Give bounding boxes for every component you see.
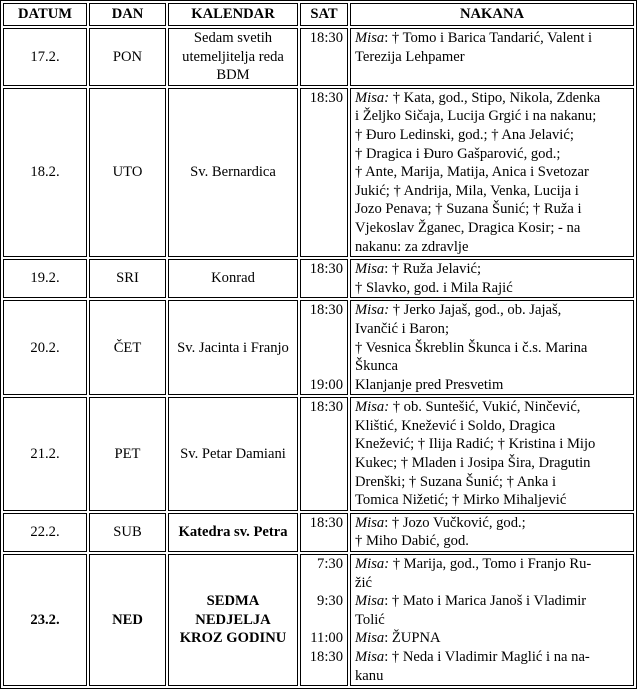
table-row — [3, 259, 634, 298]
time-line: 11:00 — [310, 630, 343, 647]
intention-line — [355, 376, 629, 395]
intention-line — [355, 532, 629, 551]
calendar-cell — [168, 300, 298, 395]
intention-line — [355, 320, 629, 339]
header-sat: SAT — [300, 3, 348, 26]
intention-line — [355, 514, 629, 533]
time-line — [305, 574, 343, 593]
calendar-cell — [168, 259, 298, 298]
intention-line — [355, 357, 629, 376]
misa-label: Misa: — [355, 399, 390, 416]
intention-line — [355, 200, 629, 219]
intention-text: Vjekoslav Žganec, Dragica Kosir; - na — [355, 219, 581, 236]
time-line: 18:30 — [309, 649, 343, 665]
intention-line — [355, 163, 629, 182]
intention-line — [355, 182, 629, 201]
intention-cell — [350, 513, 634, 552]
intention-text: Tolić — [355, 611, 385, 628]
intention-text: : † Ruža Jelavić; — [384, 261, 482, 278]
intention-text: nakanu: za zdravlje — [355, 238, 469, 255]
misa-label: Misa — [355, 30, 385, 46]
misa-label: Misa — [355, 649, 385, 665]
intention-text: Klištić, Knežević i Soldo, Dragica — [355, 417, 556, 434]
intention-text: Ivančić i Baron; — [355, 320, 450, 337]
intention-line — [355, 473, 629, 492]
intention-line — [355, 126, 629, 145]
time-line: 18:30 — [309, 261, 343, 278]
intention-text: † Slavko, god. i Mila Rajić — [355, 279, 513, 296]
time-line — [305, 320, 343, 339]
intention-text: Klanjanje pred Presvetim — [355, 376, 504, 393]
intention-line — [355, 238, 629, 257]
time-line: 7:30 — [317, 556, 343, 573]
intention-text: : † Neda i Vladimir Maglić i na na- — [384, 649, 590, 665]
intention-line — [355, 398, 629, 417]
misa-label: Misa — [355, 630, 385, 647]
table-row — [3, 300, 634, 395]
calendar-line: SEDMA — [206, 593, 260, 610]
intention-text: Knežević; † Ilija Radić; † Kristina i Mijo — [355, 436, 596, 453]
calendar-line: Katedra sv. Petra — [178, 524, 288, 541]
calendar-cell — [168, 397, 298, 511]
table-row — [3, 513, 634, 552]
day-cell: PON — [89, 28, 166, 86]
time-cell — [300, 397, 348, 511]
day-cell: SRI — [89, 259, 166, 298]
time-cell — [300, 88, 348, 257]
intention-cell — [350, 397, 634, 511]
intention-line — [355, 417, 629, 436]
intention-line — [355, 435, 629, 454]
day-cell: NED — [89, 554, 166, 686]
intention-line — [355, 301, 629, 320]
intention-line — [355, 107, 629, 126]
time-line: 18:30 — [309, 399, 343, 416]
time-line: 19:00 — [309, 376, 343, 393]
table-row — [3, 28, 634, 86]
intention-text: † Miho Dabić, god. — [355, 533, 469, 550]
intention-line — [355, 279, 629, 298]
intention-text: Jozo Penava; † Suzana Šunić; † Ruža i — [355, 201, 582, 218]
intention-line — [355, 667, 629, 686]
calendar-line: Sedam svetih — [193, 30, 273, 46]
date-cell: 18.2. — [3, 88, 87, 257]
time-line: 18:30 — [309, 30, 343, 46]
intention-text: † Dragica i Đuro Gašparović, god.; — [355, 145, 561, 162]
header-dan: DAN — [89, 3, 166, 26]
misa-label: Misa: — [355, 556, 390, 573]
intention-text: Drenški; † Suzana Šunić; † Anka i — [355, 473, 557, 490]
intention-line — [355, 145, 629, 164]
time-cell — [300, 300, 348, 395]
calendar-line: KROZ GODINU — [179, 630, 287, 647]
intention-text: Kukec; † Mladen i Josipa Šira, Dragutin — [355, 455, 591, 472]
intention-line — [355, 219, 629, 238]
calendar-line: Sv. Bernardica — [190, 164, 276, 181]
date-cell: 23.2. — [3, 554, 87, 686]
intention-line — [355, 629, 629, 648]
intention-line — [355, 491, 629, 510]
intention-text: : † Mato i Marica Janoš i Vladimir — [384, 593, 587, 610]
misa-label: Misa — [355, 593, 385, 610]
intention-cell — [350, 28, 634, 86]
day-cell: PET — [89, 397, 166, 511]
time-cell — [300, 28, 348, 86]
intention-text: † Đuro Ledinski, god.; † Ana Jelavić; — [355, 126, 574, 143]
intention-cell — [350, 554, 634, 686]
date-cell: 19.2. — [3, 259, 87, 298]
time-cell — [300, 513, 348, 552]
intention-line — [355, 574, 629, 593]
intention-line — [355, 260, 629, 279]
misa-label: Misa — [355, 514, 385, 531]
intention-text: † Marija, god., Tomo i Franjo Ru- — [389, 556, 592, 573]
intention-text: i Željko Sičaja, Lucija Grgić i na nakanu; — [355, 108, 597, 125]
intention-text: † Vesnica Škreblin Škunca i č.s. Marina — [355, 339, 588, 356]
intention-text: : † Jozo Vučković, god.; — [384, 514, 526, 531]
misa-label: Misa — [355, 261, 385, 278]
date-cell: 22.2. — [3, 513, 87, 552]
calendar-cell — [168, 28, 298, 86]
day-cell: ČET — [89, 300, 166, 395]
intention-text: Škunca — [355, 358, 398, 375]
intention-text: Terezija Lehpamer — [355, 48, 465, 65]
intention-cell — [350, 88, 634, 257]
calendar-line: Sv. Jacinta i Franjo — [177, 339, 289, 356]
intention-text: : † Tomo i Barica Tandarić, Valent i — [384, 30, 593, 46]
intention-text: † Ante, Marija, Matija, Anica i Svetozar — [355, 164, 589, 181]
time-line: 18:30 — [309, 89, 343, 106]
table-row — [3, 554, 634, 686]
intention-line — [355, 592, 629, 611]
date-cell: 17.2. — [3, 28, 87, 86]
intention-line — [355, 454, 629, 473]
calendar-cell — [168, 88, 298, 257]
table-row — [3, 397, 634, 511]
intention-text: žić — [355, 574, 373, 591]
intention-text: Tomica Nižetić; † Mirko Mihaljević — [355, 492, 567, 509]
misa-label: Misa: — [355, 89, 390, 106]
date-cell: 21.2. — [3, 397, 87, 511]
day-cell: SUB — [89, 513, 166, 552]
time-line: 18:30 — [309, 302, 343, 319]
time-line — [305, 357, 343, 376]
intention-text: † ob. Suntešić, Vukić, Ninčević, — [389, 399, 581, 416]
time-line: 9:30 — [317, 593, 343, 610]
misa-label: Misa: — [355, 302, 390, 319]
intention-line — [355, 29, 629, 48]
calendar-line: NEDJELJA — [195, 611, 271, 628]
intention-line — [355, 648, 629, 667]
header-datum: DATUM — [3, 3, 87, 26]
time-line — [305, 611, 343, 630]
intention-cell — [350, 259, 634, 298]
time-line: 18:30 — [309, 514, 343, 531]
intention-text: Jukić; † Andrija, Mila, Venka, Lucija i — [355, 182, 579, 199]
intention-line — [355, 611, 629, 630]
calendar-line: Konrad — [211, 270, 255, 287]
calendar-line: BDM — [216, 67, 250, 84]
intention-line — [355, 339, 629, 358]
header-kalendar: KALENDAR — [168, 3, 298, 26]
calendar-line: Sv. Petar Damiani — [180, 445, 286, 462]
intention-line — [355, 555, 629, 574]
time-cell — [300, 259, 348, 298]
calendar-line: utemeljitelja reda — [182, 48, 284, 65]
header-row — [3, 3, 634, 26]
day-cell: UTO — [89, 88, 166, 257]
intention-line — [355, 48, 629, 67]
intention-text: † Jerko Jajaš, god., ob. Jajaš, — [389, 302, 562, 319]
calendar-cell — [168, 554, 298, 686]
intention-line — [355, 89, 629, 108]
table-row — [3, 88, 634, 257]
calendar-cell — [168, 513, 298, 552]
intention-text: † Kata, god., Stipo, Nikola, Zdenka — [389, 89, 601, 106]
time-line — [305, 339, 343, 358]
time-cell — [300, 554, 348, 686]
header-nakana: NAKANA — [350, 3, 634, 26]
intention-text: : ŽUPNA — [384, 630, 441, 647]
date-cell: 20.2. — [3, 300, 87, 395]
intention-text: kanu — [355, 667, 384, 684]
intention-cell — [350, 300, 634, 395]
